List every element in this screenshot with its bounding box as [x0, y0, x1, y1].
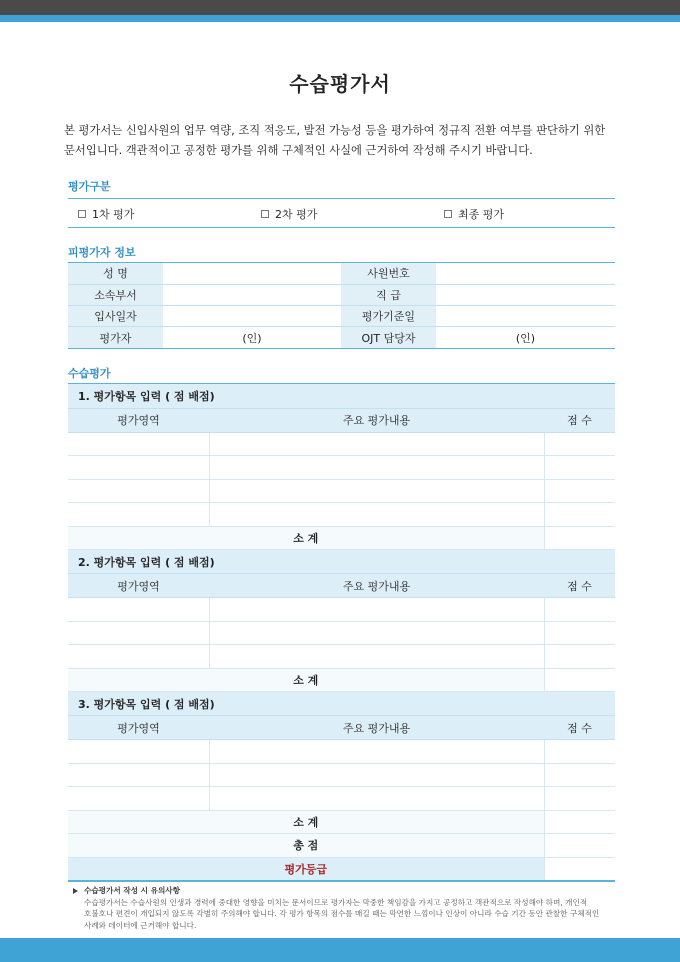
- notes-body: 수습평가서는 수습사원의 인생과 경력에 중대한 영향을 미치는 문서이므로 평가자는 막중한 책임감을 가지고 공정하고 객관적으로 작성해야 하며, 개인적 호불호나 편견이 개입되지 않도록 각별히 주의해야 합니다. 각 평가 항목의 점수를 매길 때는 막연한 느낌이나 인상이 아니라 수습 기간 동안 관찰한 구체적인 사례와 데이터에 근거해야 합니다.: [84, 897, 600, 930]
- table-row: [68, 503, 615, 527]
- eval-section-heading: [68, 384, 615, 408]
- cell-area[interactable]: [68, 645, 209, 669]
- probation-eval-section-title: 수습평가: [68, 367, 111, 380]
- total-row: [68, 834, 615, 858]
- col-header-content: 주요 평가내용: [209, 408, 544, 432]
- cell-content[interactable]: [209, 763, 544, 787]
- subtotal-score[interactable]: [544, 668, 615, 692]
- probation-eval-table: [68, 384, 615, 882]
- value-position[interactable]: [436, 284, 615, 305]
- cell-content[interactable]: [209, 787, 544, 811]
- cell-content[interactable]: [209, 456, 544, 480]
- table-row: [68, 740, 615, 764]
- table-row: [68, 598, 615, 622]
- notes-title: 수습평가서 작성 시 유의사항: [84, 886, 180, 895]
- col-header-score: 점 수: [544, 716, 615, 740]
- checkbox-icon[interactable]: [261, 210, 269, 218]
- cell-content[interactable]: [209, 598, 544, 622]
- eval-type-option-final[interactable]: [444, 206, 504, 222]
- label-employee-id: 사원번호: [341, 263, 436, 284]
- col-header-area: 평가영역: [68, 408, 209, 432]
- table-row: [68, 645, 615, 669]
- cell-score[interactable]: [544, 740, 615, 764]
- eval-section-3-heading: 3. 평가항목 입력 ( 점 배점): [68, 692, 615, 716]
- table-row: [68, 284, 615, 305]
- cell-content[interactable]: [209, 645, 544, 669]
- evaluatee-info-table: [68, 263, 615, 349]
- eval-section-1-heading: 1. 평가항목 입력 ( 점 배점): [68, 384, 615, 408]
- bottom-footer-bar: [0, 938, 680, 962]
- label-eval-base-date: 평가기준일: [341, 306, 436, 327]
- cell-score[interactable]: [544, 621, 615, 645]
- eval-type-option-label: 2차 평가: [275, 208, 318, 221]
- cell-score[interactable]: [544, 456, 615, 480]
- eval-type-option-label: 최종 평가: [458, 208, 505, 221]
- cell-area[interactable]: [68, 621, 209, 645]
- notes-title-line: [73, 885, 618, 897]
- table-row: [68, 327, 615, 348]
- value-department[interactable]: [163, 284, 341, 305]
- cell-score[interactable]: [544, 763, 615, 787]
- cell-score[interactable]: [544, 432, 615, 456]
- top-header-blue-stripe: [0, 15, 680, 22]
- eval-section-heading: [68, 550, 615, 574]
- grade-row: [68, 857, 615, 881]
- grade-label: 평가등급: [68, 857, 544, 881]
- cell-area[interactable]: [68, 479, 209, 503]
- col-header-content: 주요 평가내용: [209, 574, 544, 598]
- eval-column-headers: [68, 574, 615, 598]
- table-row: [68, 306, 615, 327]
- col-header-area: 평가영역: [68, 574, 209, 598]
- notes-block: [73, 885, 618, 931]
- table-row: [68, 432, 615, 456]
- total-label: 총 점: [68, 834, 544, 858]
- subtotal-score[interactable]: [544, 526, 615, 550]
- cell-area[interactable]: [68, 763, 209, 787]
- label-hire-date: 입사일자: [68, 306, 163, 327]
- table-row: [68, 456, 615, 480]
- col-header-score: 점 수: [544, 408, 615, 432]
- eval-type-top-rule: [68, 198, 615, 199]
- cell-score[interactable]: [544, 598, 615, 622]
- cell-content[interactable]: [209, 479, 544, 503]
- cell-area[interactable]: [68, 740, 209, 764]
- subtotal-row: [68, 668, 615, 692]
- value-hire-date[interactable]: [163, 306, 341, 327]
- cell-content[interactable]: [209, 432, 544, 456]
- eval-type-option-first[interactable]: [78, 206, 134, 222]
- value-eval-base-date[interactable]: [436, 306, 615, 327]
- subtotal-row: [68, 810, 615, 834]
- table-row: [68, 479, 615, 503]
- total-score[interactable]: [544, 834, 615, 858]
- value-employee-id[interactable]: [436, 263, 615, 284]
- value-name[interactable]: [163, 263, 341, 284]
- eval-type-option-second[interactable]: [261, 206, 317, 222]
- eval-section-2-heading: 2. 평가항목 입력 ( 점 배점): [68, 550, 615, 574]
- cell-score[interactable]: [544, 503, 615, 527]
- subtotal-label: 소 계: [68, 668, 544, 692]
- col-header-content: 주요 평가내용: [209, 716, 544, 740]
- cell-content[interactable]: [209, 503, 544, 527]
- value-evaluator-seal[interactable]: (인): [163, 327, 341, 348]
- table-row: [68, 621, 615, 645]
- col-header-score: 점 수: [544, 574, 615, 598]
- checkbox-icon[interactable]: [78, 210, 86, 218]
- eval-type-section-title: 평가구분: [68, 180, 111, 193]
- intro-paragraph: 본 평가서는 신입사원의 업무 역량, 조직 적응도, 발전 가능성 등을 평가하여 정규직 전환 여부를 판단하기 위한 문서입니다. 객관적이고 공정한 평가를 위해 구체적인 사실에 근거하여 작성해 주시기 바랍니다.: [64, 124, 606, 157]
- subtotal-label: 소 계: [68, 810, 544, 834]
- eval-column-headers: [68, 408, 615, 432]
- table-row: [68, 787, 615, 811]
- cell-content[interactable]: [209, 740, 544, 764]
- subtotal-score[interactable]: [544, 810, 615, 834]
- grade-value[interactable]: [544, 857, 615, 881]
- cell-content[interactable]: [209, 621, 544, 645]
- triangle-bullet-icon: [73, 888, 78, 894]
- cell-area[interactable]: [68, 503, 209, 527]
- cell-area[interactable]: [68, 456, 209, 480]
- label-position: 직 급: [341, 284, 436, 305]
- label-evaluator: 평가자: [68, 327, 163, 348]
- eval-type-bottom-rule: [68, 227, 615, 228]
- label-ojt-manager: OJT 담당자: [341, 327, 436, 348]
- table-row: [68, 263, 615, 284]
- cell-score[interactable]: [544, 787, 615, 811]
- eval-type-option-label: 1차 평가: [92, 208, 135, 221]
- table-row: [68, 763, 615, 787]
- col-header-area: 평가영역: [68, 716, 209, 740]
- evaluatee-section-title: 피평가자 정보: [68, 246, 136, 259]
- cell-area[interactable]: [68, 432, 209, 456]
- cell-score[interactable]: [544, 645, 615, 669]
- value-ojt-manager-seal[interactable]: (인): [436, 327, 615, 348]
- label-name: 성 명: [68, 263, 163, 284]
- checkbox-icon[interactable]: [444, 210, 452, 218]
- cell-area[interactable]: [68, 598, 209, 622]
- eval-section-heading: [68, 692, 615, 716]
- cell-area[interactable]: [68, 787, 209, 811]
- eval-column-headers: [68, 716, 615, 740]
- subtotal-label: 소 계: [68, 526, 544, 550]
- label-department: 소속부서: [68, 284, 163, 305]
- document-title: 수습평가서: [289, 72, 391, 96]
- top-header-bar: [0, 0, 680, 22]
- top-header-dark-stripe: [0, 0, 680, 15]
- eval-type-options: [68, 200, 615, 227]
- cell-score[interactable]: [544, 479, 615, 503]
- subtotal-row: [68, 526, 615, 550]
